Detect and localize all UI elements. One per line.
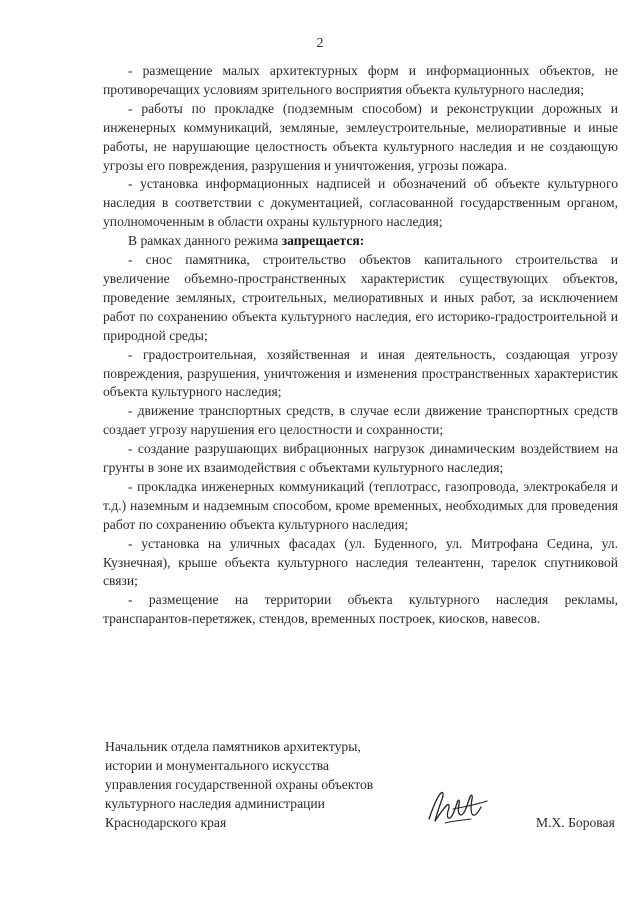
signatory-position: [105, 737, 435, 832]
document-body: [103, 62, 618, 629]
paragraph: - размещение на территории объекта культурного наследия рекламы, транспарантов-перетяжек, стендов, временных построек, киосков, навесов.: [103, 592, 618, 627]
signatory-position-line: Начальник отдела памятников архитектуры,: [105, 739, 361, 754]
paragraph: - установка информационных надписей и обозначений об объекте культурного наследия в соответствии с документацией, согласованной государственным органом, уполномоченным в области охраны культурного наследия;: [103, 176, 618, 230]
prohibited-heading-lead: В рамках данного режима: [128, 233, 282, 249]
signatory-position-line: истории и монументального искусства: [105, 758, 330, 773]
signatory-position-line: управления государственной охраны объектов: [105, 777, 374, 792]
signatory-position-line: Краснодарского края: [105, 815, 227, 830]
paragraph: - работы по прокладке (подземным способом) и реконструкции дорожных и инженерных коммуникаций, земляные, землеустроительные, мелиоративные и иные работы, не нарушающие целостность объекта культурного наследия и не создающую угрозы его повреждения, разрушения и уничтожения, угрозы пожара.: [103, 100, 618, 173]
signature-block: [105, 737, 625, 830]
paragraph: - размещение малых архитектурных форм и информационных объектов, не противоречащих условиям зрительного восприятия объекта культурного наследия;: [103, 63, 618, 97]
paragraph: - градостроительная, хозяйственная и иная деятельность, создающая угрозу повреждения, разрушения, уничтожения и изменения пространственных характеристик объекта культурного наследия;: [103, 346, 618, 400]
paragraph: - установка на уличных фасадах (ул. Буденного, ул. Митрофана Седина, ул. Кузнечная), крыше объекта культурного наследия телеантенн, тарелок спутниковой связи;: [103, 535, 618, 589]
signer-name: М.Х. Боровая: [536, 815, 615, 830]
paragraph: - прокладка инженерных коммуникаций (теплотрасс, газопровода, электрокабеля и т.д.) наземным и надземным способом, кроме временных, необходимых для проведения работ по сохранению объекта культурного наследия;: [103, 478, 618, 532]
paragraph: - снос памятника, строительство объектов капитального строительства и увеличение объемно-пространственных характеристик существующих объектов, проведение земляных, строительных, мелиоративных и иных работ, за исключением работ по сохранению объекта культурного наследия, его историко-градостроительной и природной среды;: [103, 252, 618, 343]
paragraph: - создание разрушающих вибрационных нагрузок динамическим воздействием на грунты в зоне их взаимодействия с объектами культурного наследия;: [103, 441, 618, 476]
paragraph: - движение транспортных средств, в случае если движение транспортных средств создает угрозу нарушения его целостности и сохранности;: [103, 403, 618, 438]
signatory-position-line: культурного наследия администрации: [105, 796, 325, 811]
prohibited-heading-bold: запрещается:: [281, 233, 365, 249]
prohibited-heading: [103, 232, 618, 251]
handwritten-signature: [423, 785, 493, 829]
page-number: 2: [316, 36, 324, 51]
